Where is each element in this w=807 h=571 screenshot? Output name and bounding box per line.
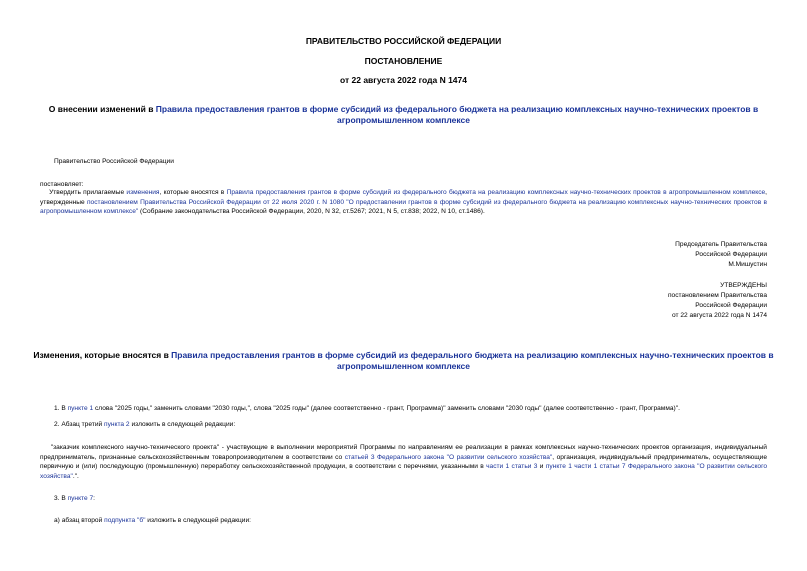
item-2 [54, 420, 235, 430]
header-date-number: от 22 августа 2022 года N 1474 [340, 75, 467, 85]
part-1-article-3-link[interactable]: части 1 статьи 3 [486, 463, 538, 471]
item-3a-link[interactable]: подпункта "б" [104, 517, 146, 524]
p1-text-b: , которые вносятся в [159, 189, 227, 196]
law-article-3-link[interactable]: статьей 3 Федерального закона "О развитии сельского хозяйства" [344, 453, 553, 461]
item-3a-text-a: а) абзац второй [54, 517, 105, 524]
item-3-link[interactable]: пункте 7 [67, 495, 94, 502]
item-2-link[interactable]: пункта 2 [104, 421, 130, 428]
item-1-text-b: слова "2025 годы," заменить словами "2030 годы,", слова "2025 годы" (далее соответственно - грант, Программа)" заменить словами "2030 годы" (далее соответственно - грант, Программа)". [93, 405, 680, 412]
approved-country: Российской Федерации [695, 302, 767, 309]
title-rules-link[interactable]: Правила предоставления грантов в форме субсидий из федерального бюджета на реализацию комплексных научно-технических проектов в агропромышленном комплексе [155, 104, 759, 125]
signature-position: Председатель Правительства [675, 241, 767, 248]
quote-text-c: и [537, 463, 546, 471]
item-3-text-a: 3. В [54, 495, 68, 502]
item-1-text-a: 1. В [54, 405, 68, 412]
approved-date: от 22 августа 2022 года N 1474 [672, 312, 767, 319]
signature-name: М.Мишустин [728, 261, 767, 268]
decree-paragraph [40, 188, 767, 217]
item-1-link[interactable]: пункте 1 [67, 405, 94, 412]
changes-title-rules-link[interactable]: Правила предоставления грантов в форме субсидий из федерального бюджета на реализацию комплексных научно-технических проектов в агропромышленном комплексе [171, 350, 774, 371]
item-2-quote [40, 443, 767, 481]
quote-text-a: "заказчик комплексного научно-технического проекта" - участвующие в выполнении мероприятий Программы по направлениям ее реализации в рамках комплексных научно-технических проектов организация, индивидуальный предприниматель, признанные сельскохозяйственным товаропроизводителем в соответствии со [40, 444, 767, 461]
item-3 [54, 494, 95, 504]
title-prefix: О внесении изменений в [48, 104, 156, 114]
item-2-text-a: 2. Абзац третий [54, 421, 105, 428]
quote-text-b: , организация, индивидуальный предприниматель, осуществляющие первичную и (или) последующую (промышленную) переработку сельскохозяйственной продукции, в соответствии с перечнями, указанными в [40, 453, 768, 471]
government-line: Правительство Российской Федерации [54, 158, 174, 165]
header-doc-type: ПОСТАНОВЛЕНИЕ [364, 56, 443, 66]
item-3a [54, 516, 251, 526]
rules-link[interactable]: Правила предоставления грантов в форме субсидий из федерального бюджета на реализацию комплексных научно-технических проектов в агропромышленном комплексе [226, 189, 766, 196]
p1-text-d: (Собрание законодательства Российской Федерации, 2020, N 32, ст.5267; 2021, N 5, ст.838; 2022, N 10, ст.1486). [138, 208, 485, 216]
changes-title [30, 350, 777, 372]
item-3a-text-b: изложить в следующей редакции: [145, 517, 251, 524]
p1-text-a: Утвердить прилагаемые [49, 189, 127, 196]
approved-label: УТВЕРЖДЕНЫ [720, 282, 767, 289]
decree-word: постановляет: [40, 181, 84, 188]
changes-link[interactable]: изменения [126, 189, 160, 196]
item-2-text-b: изложить в следующей редакции: [129, 421, 236, 428]
resolution-1080-link[interactable]: постановлением Правительства Российской Федерации от 22 июля 2020 г. N 1080 "О предоставлении грантов в форме субсидий из федерального бюджета на реализацию комплексных научно-технических проектов в агропромышленном комплексе" [40, 198, 767, 216]
approved-by: постановлением Правительства [667, 292, 767, 299]
item-3-text-b: : [93, 495, 95, 502]
p1-text-c: , утвержденные [40, 189, 767, 206]
document-title [40, 104, 767, 126]
article-7-link[interactable]: пункте 1 части 1 статьи 7 Федерального закона "О развитии сельского хозяйства" [40, 463, 767, 480]
header-government: ПРАВИТЕЛЬСТВО РОССИЙСКОЙ ФЕДЕРАЦИИ [305, 36, 502, 46]
item-1 [54, 404, 680, 414]
changes-title-prefix: Изменения, которые вносятся в [33, 350, 172, 360]
signature-country: Российской Федерации [695, 251, 767, 258]
quote-text-d: .". [72, 472, 79, 480]
